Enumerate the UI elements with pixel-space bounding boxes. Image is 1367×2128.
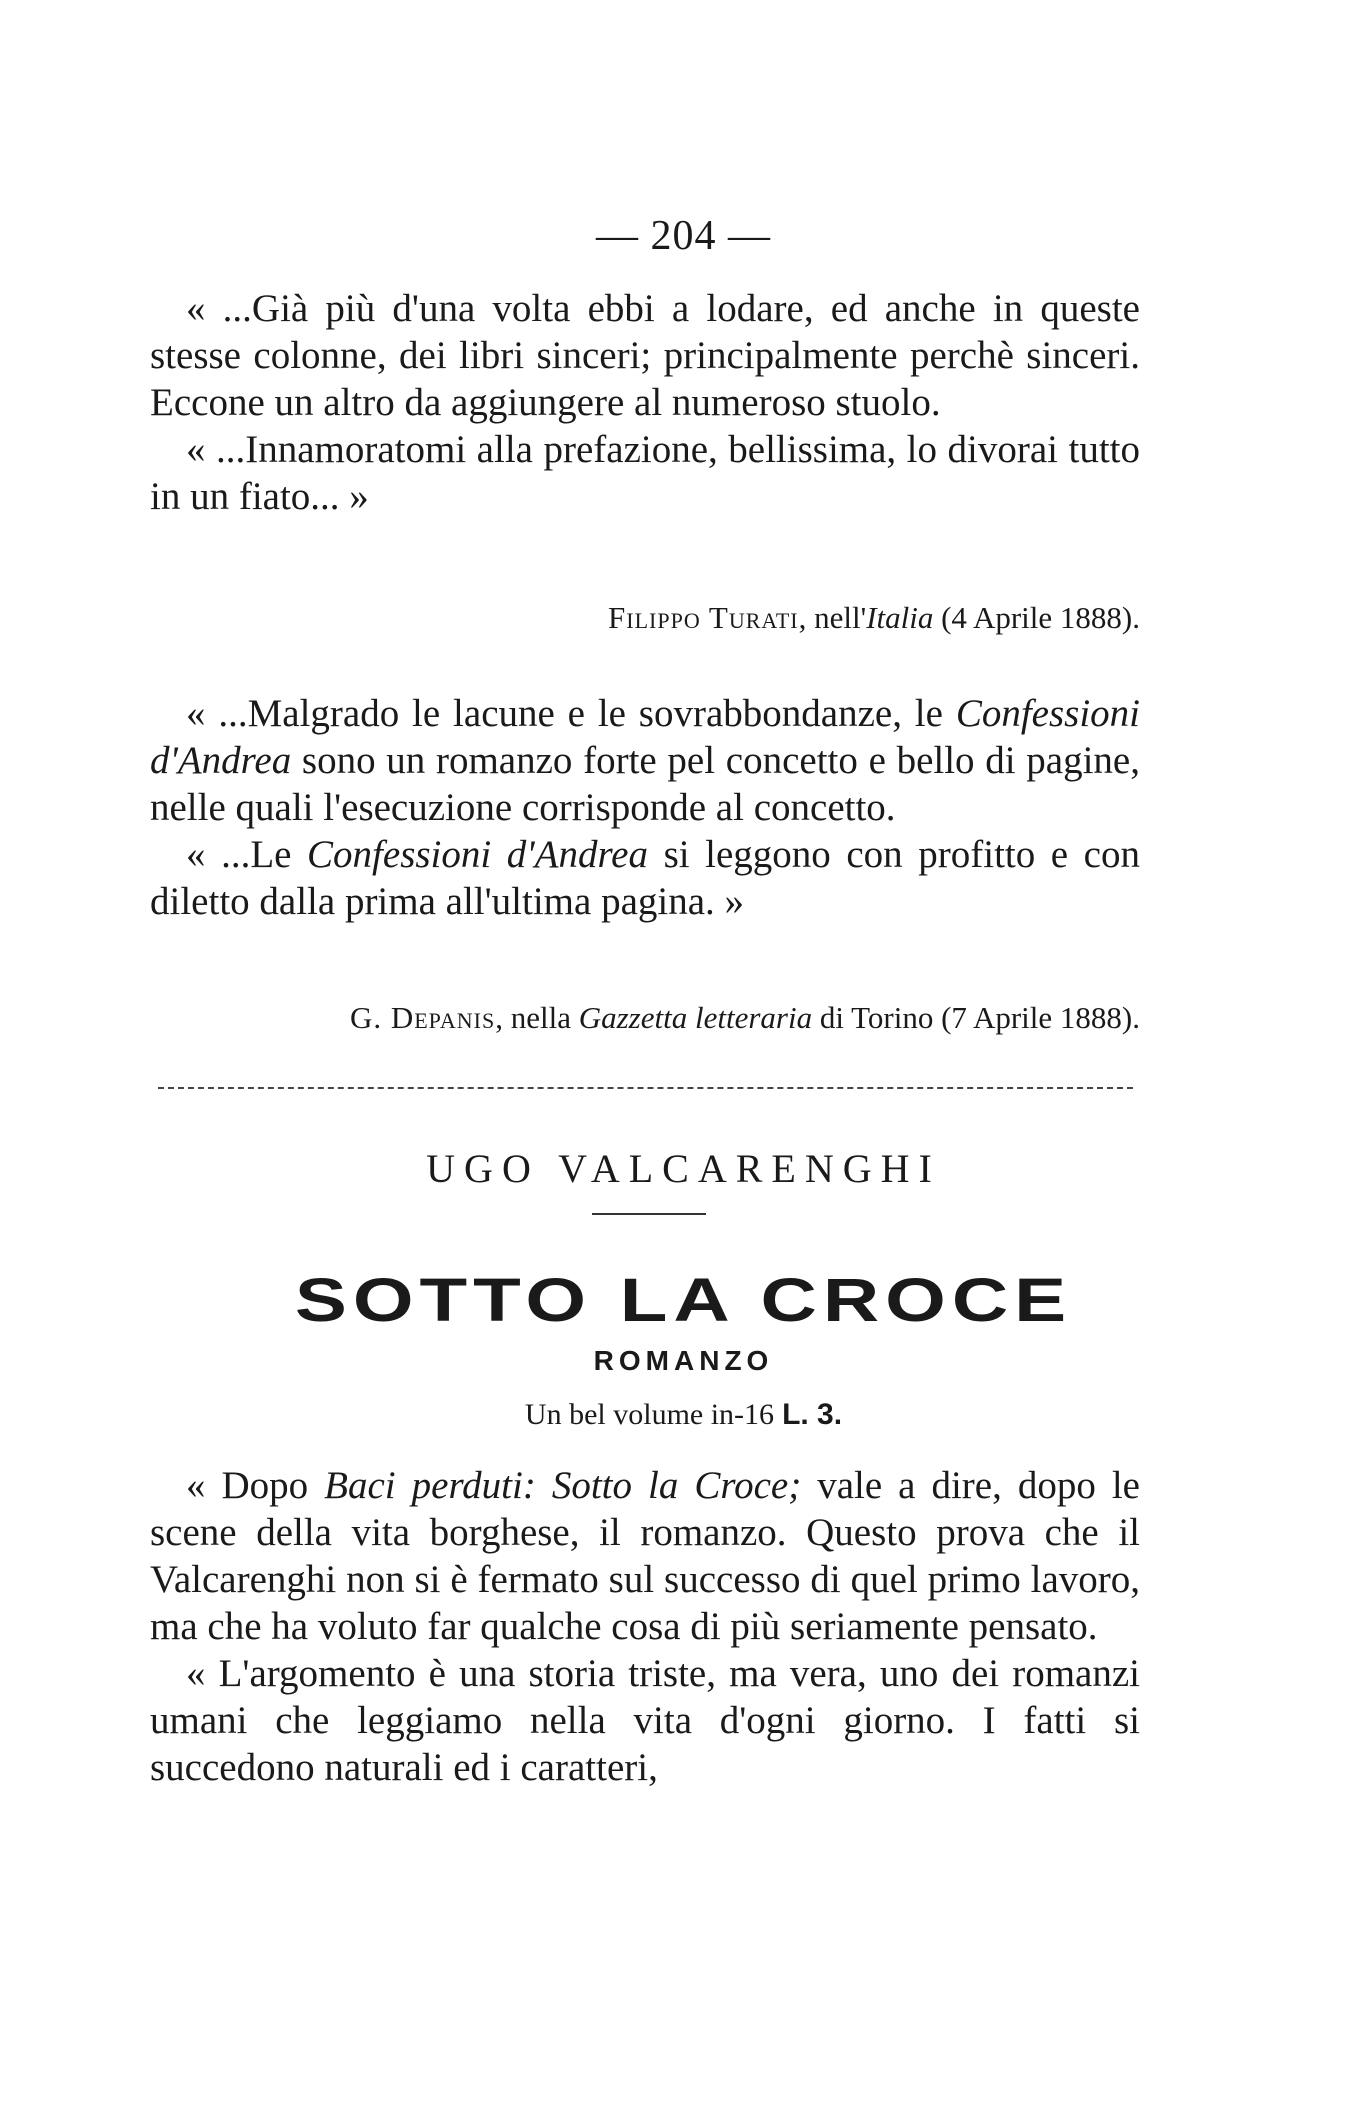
review-paragraph: « L'argomento è una storia triste, ma vera, uno dei romanzi umani che leggiamo nella vita d'ogni giorno. I fatti si succedono naturali ed i caratteri, bbox=[150, 1652, 1140, 1789]
book-title-ref: Confessioni d'Andrea bbox=[150, 692, 1140, 782]
newspaper-name: Gazzetta letteraria bbox=[578, 1000, 813, 1035]
book-title-ref: Baci perduti: Sotto la Croce; bbox=[324, 1464, 802, 1507]
review-paragraph: « ...Già più d'una volta ebbi a lodare, ed anche in queste stesse colonne, dei libri sinceri; principalmente perchè sinceri. Eccone un altro da aggiungere al numeroso stuolo. bbox=[150, 287, 1140, 424]
volume-format: Un bel volume in-16 bbox=[524, 1398, 775, 1431]
review-paragraph: « Dopo Baci perduti: Sotto la Croce; vale a dire, dopo le scene della vita borghese, il romanzo. Questo prova che il Valcarenghi non si è fermato sul successo di quel primo lavoro, ma che ha voluto far qualche cosa di più seriamente pensato. bbox=[150, 1464, 1140, 1648]
review-sotto-la-croce bbox=[150, 1462, 1140, 1791]
book-price: L. 3. bbox=[782, 1398, 843, 1431]
attribution-text: , nella bbox=[495, 1000, 579, 1035]
review-paragraph: « ...Le Confessioni d'Andrea si leggono con profitto e con diletto dalla prima all'ultima pagina. » bbox=[150, 833, 1140, 923]
book-author: UGO VALCARENGHI bbox=[426, 1146, 941, 1191]
book-title-ref: Confessioni d'Andrea bbox=[307, 833, 648, 876]
attribution-date: (4 Aprile 1888). bbox=[933, 600, 1140, 635]
author-underline bbox=[592, 1213, 706, 1215]
critic-name: G. Depanis bbox=[349, 1000, 496, 1035]
review-attribution bbox=[350, 1000, 1140, 1036]
book-genre: ROMANZO bbox=[593, 1345, 774, 1376]
attribution-date: di Torino (7 Aprile 1888). bbox=[812, 1000, 1140, 1035]
newspaper-name: Italia bbox=[866, 600, 934, 635]
review-attribution bbox=[608, 600, 1140, 636]
review-turati bbox=[150, 285, 1140, 520]
attribution-text: , nell' bbox=[798, 600, 867, 635]
review-depanis bbox=[150, 690, 1140, 925]
critic-name: Filippo Turati bbox=[608, 600, 799, 635]
section-divider bbox=[158, 1087, 1133, 1089]
page-number: — 204 — bbox=[596, 213, 771, 259]
book-volume-info bbox=[0, 1398, 1367, 1432]
review-paragraph: « ...Innamoratomi alla prefazione, bellissima, lo divorai tutto in un fiato... » bbox=[150, 428, 1140, 518]
review-paragraph: « ...Malgrado le lacune e le sovrabbondanze, le Confessioni d'Andrea sono un romanzo forte pel concetto e bello di pagine, nelle quali l'esecuzione corrisponde al concetto. bbox=[150, 692, 1140, 829]
book-title: SOTTO LA CROCE bbox=[294, 1265, 1073, 1335]
